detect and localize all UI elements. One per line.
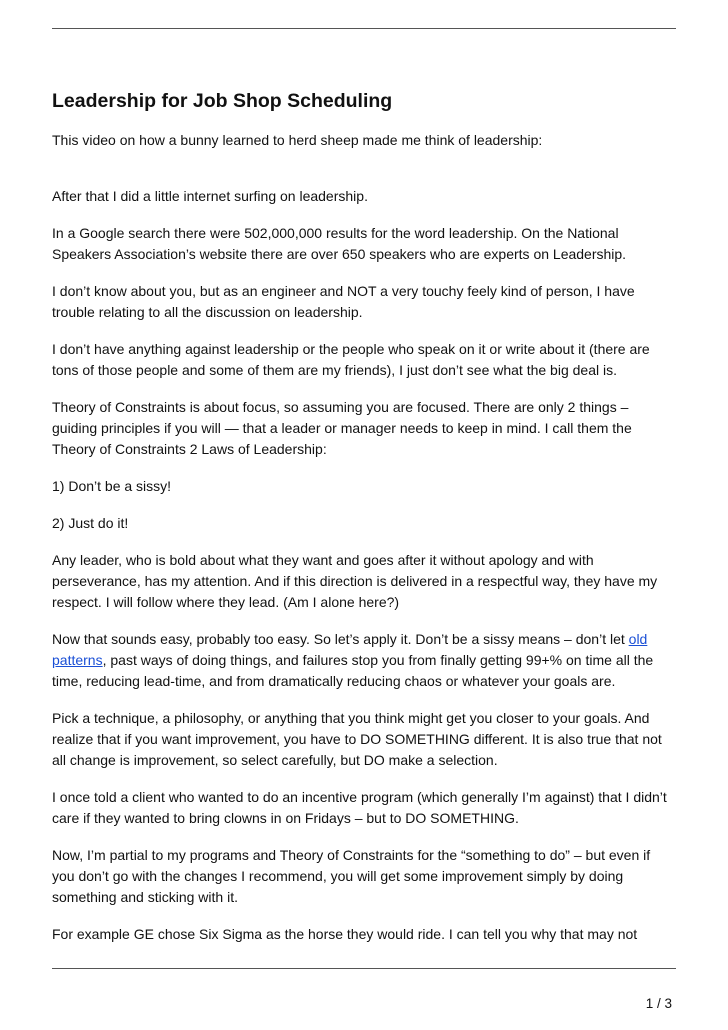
paragraph-apply-it-text-before: Now that sounds easy, probably too easy. So let’s apply it. Don’t be a sissy means – don’t let [52, 631, 629, 647]
paragraph-client-story: I once told a client who wanted to do an incentive program (which generally I’m against) that I didn’t care if they wanted to bring clowns in on Fridays – but to DO SOMETHING. [52, 789, 667, 826]
document-title: Leadership for Job Shop Scheduling [52, 90, 393, 112]
paragraph-partial-programs: Now, I’m partial to my programs and Theory of Constraints for the “something to do” – but even if you don’t go with the changes I recommend, you will get some improvement simply by doing something and sticking with it. [52, 847, 651, 905]
paragraph-video-intro: This video on how a bunny learned to herd sheep made me think of leadership: [52, 132, 543, 148]
page-number: 1 / 3 [645, 996, 672, 1011]
paragraph-apply-it [52, 629, 676, 692]
paragraph-engineer: I don’t know about you, but as an engineer and NOT a very touchy feely kind of person, I have trouble relating to all the discussion on leadership. [52, 283, 635, 320]
document-body [52, 88, 676, 945]
header-rule [52, 28, 676, 29]
paragraph-pick-technique: Pick a technique, a philosophy, or anything that you think might get you closer to your goals. And realize that if you want improvement, you have to DO SOMETHING different. It is also true that not all change is improvement, so select carefully, but DO make a selection. [52, 710, 662, 768]
paragraph-law-two: 2) Just do it! [52, 515, 129, 531]
old-patterns-link[interactable]: old patterns [52, 631, 648, 668]
paragraph-google-search: In a Google search there were 502,000,000 results for the word leadership. On the National Speakers Association’s website there are over 650 speakers who are experts on Leadership. [52, 225, 627, 262]
paragraph-internet-surfing: After that I did a little internet surfing on leadership. [52, 188, 368, 204]
paragraph-nothing-against: I don’t have anything against leadership or the people who speak on it or write about it (there are tons of those people and some of them are my friends), I just don’t see what the big deal is. [52, 341, 650, 378]
paragraph-ge-example: For example GE chose Six Sigma as the horse they would ride. I can tell you why that may not [52, 926, 638, 942]
footer-rule [52, 968, 676, 969]
paragraph-bold-leader: Any leader, who is bold about what they want and goes after it without apology and with perseverance, has my attention. And if this direction is delivered in a respectful way, they have my respect. I will follow where they lead. (Am I alone here?) [52, 552, 658, 610]
paragraph-apply-it-text-after: , past ways of doing things, and failures stop you from finally getting 99+% on time all the time, reducing lead-time, and from dramatically reducing chaos or whatever your goals are. [52, 652, 654, 689]
paragraph-theory-of-constraints: Theory of Constraints is about focus, so assuming you are focused. There are only 2 things – guiding principles if you will — that a leader or manager needs to keep in mind. I call them the Theory of Constraints 2 Laws of Leadership: [52, 399, 632, 457]
paragraph-law-one: 1) Don’t be a sissy! [52, 478, 172, 494]
